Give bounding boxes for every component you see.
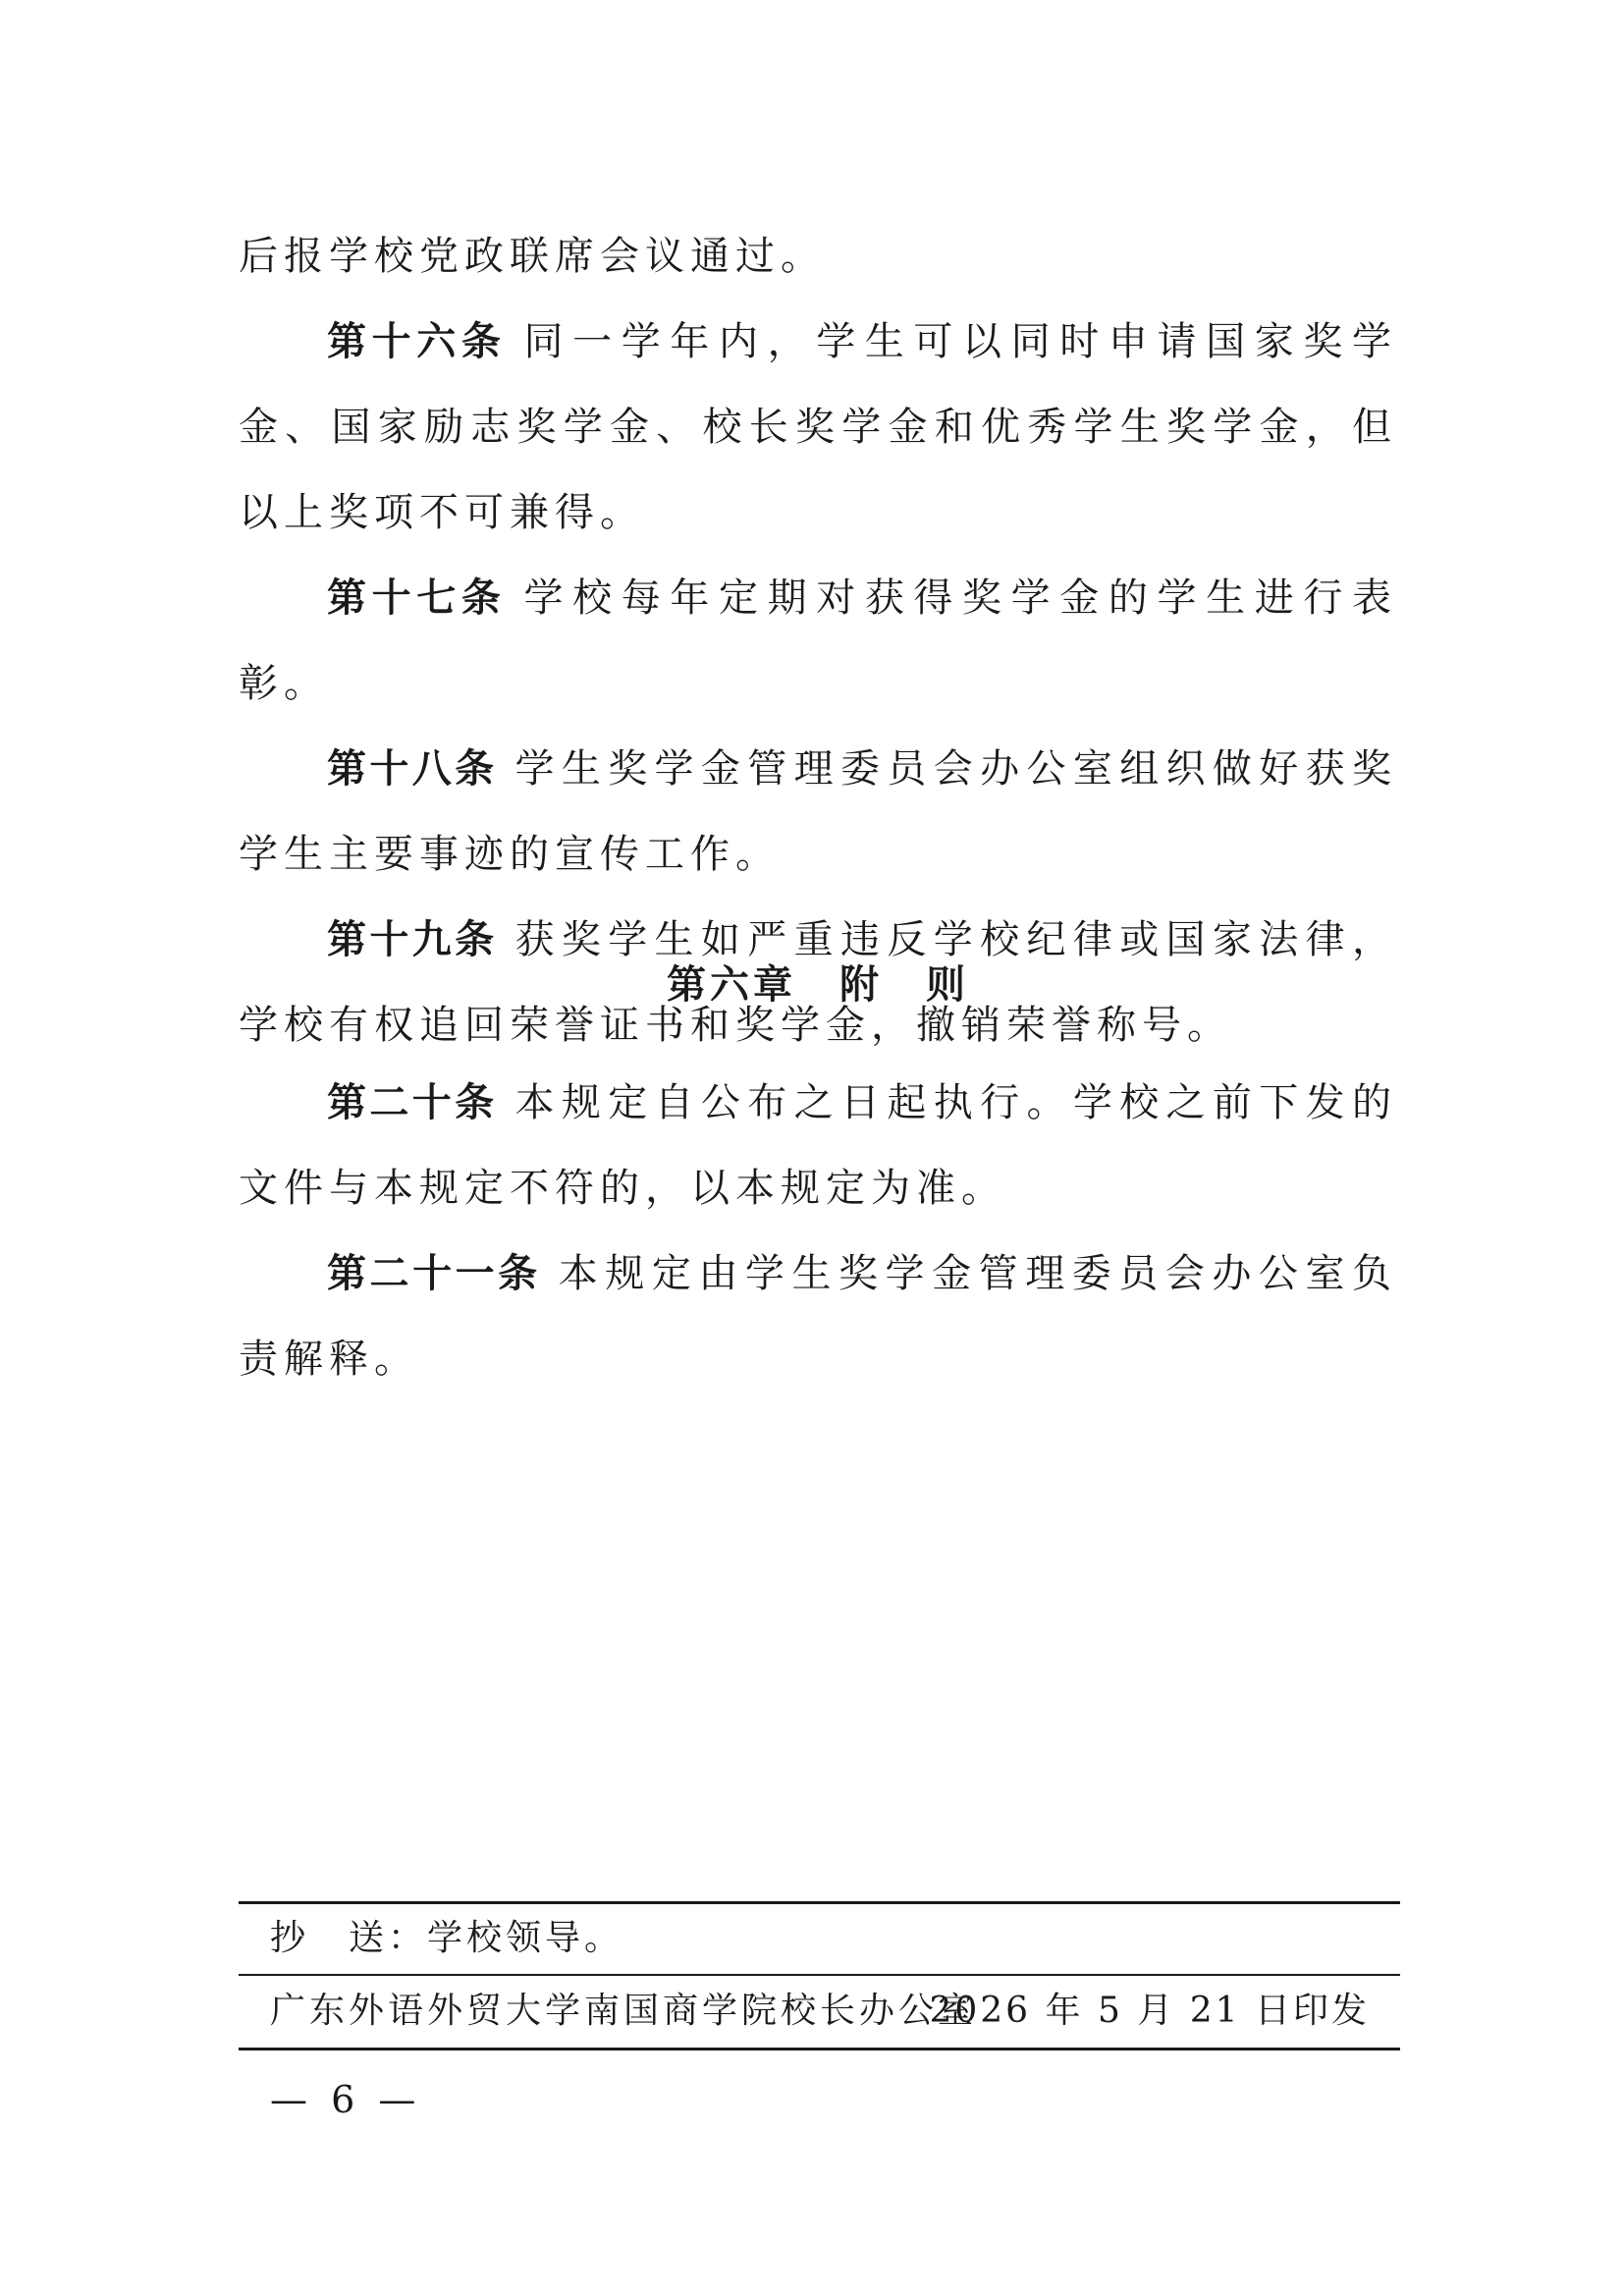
article-text: 学校每年定期对获得奖学金的学生进行表彰。 bbox=[239, 575, 1398, 706]
article-text: 同一学年内，学生可以同时申请国家奖学金、国家励志奖学金、校长奖学金和优秀学生奖学金，但以上奖项不可兼得。 bbox=[239, 319, 1398, 535]
page-number: — 6 — bbox=[270, 2078, 422, 2121]
article-text: 本规定由学生奖学金管理委员会办公室负责解释。 bbox=[239, 1251, 1398, 1382]
chapter-heading: 第六章 附 则 bbox=[667, 962, 969, 1008]
article-number: 第十八条 bbox=[327, 746, 498, 792]
body-section-lower bbox=[239, 1061, 1397, 1402]
issuer-line bbox=[270, 1982, 1370, 2041]
footer-rule-bottom bbox=[239, 2048, 1400, 2050]
article-18 bbox=[239, 727, 1397, 898]
paragraph-continuation bbox=[239, 214, 1397, 300]
body-section-upper bbox=[239, 214, 1397, 1068]
article-text: 本规定自公布之日起执行。学校之前下发的文件与本规定不符的，以本规定为准。 bbox=[239, 1080, 1398, 1211]
article-number: 第十七条 bbox=[327, 575, 507, 621]
issue-date: 2026 年 5 月 21 日印发 bbox=[929, 1991, 1370, 2031]
article-number: 第十九条 bbox=[327, 917, 498, 962]
article-20 bbox=[239, 1061, 1397, 1231]
paragraph-text: 后报学校党政联席会议通过。 bbox=[239, 234, 826, 279]
article-16 bbox=[239, 300, 1397, 556]
article-number: 第二十一条 bbox=[327, 1251, 541, 1296]
cc-line: 抄 送：学校领导。 bbox=[270, 1918, 624, 1958]
article-17 bbox=[239, 556, 1397, 727]
article-number: 第十六条 bbox=[327, 319, 507, 364]
footer-rule-top bbox=[239, 1901, 1400, 1904]
footer-rule-middle bbox=[239, 1974, 1400, 1976]
article-text: 学生奖学金管理委员会办公室组织做好获奖学生主要事迹的宣传工作。 bbox=[239, 746, 1398, 877]
issuer-name: 广东外语外贸大学南国商学院校长办公室 bbox=[270, 1991, 978, 2031]
article-number: 第二十条 bbox=[327, 1080, 498, 1125]
article-21 bbox=[239, 1231, 1397, 1402]
article-text: 获奖学生如严重违反学校纪律或国家法律，学校有权追回荣誉证书和奖学金，撤销荣誉称号。 bbox=[239, 917, 1398, 1048]
